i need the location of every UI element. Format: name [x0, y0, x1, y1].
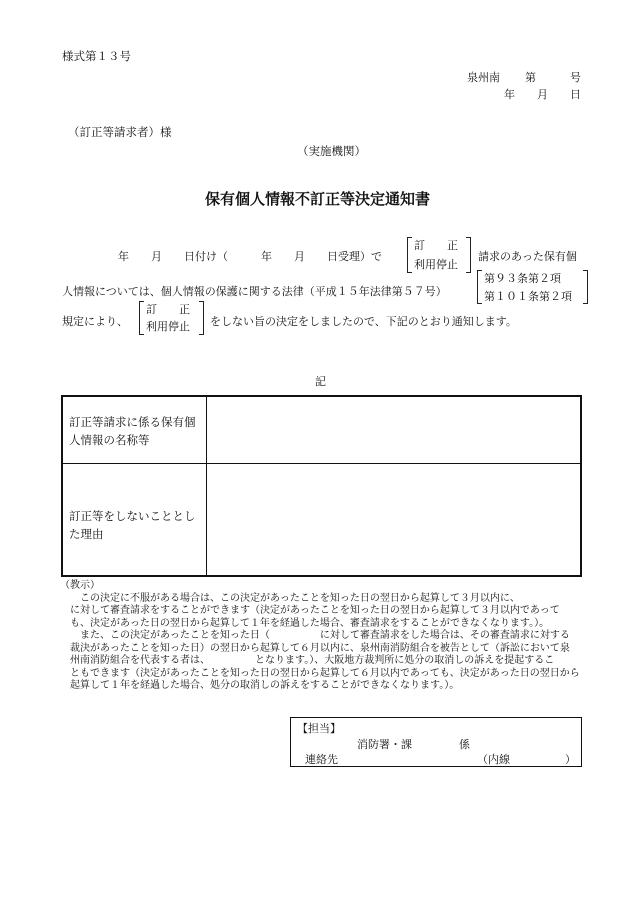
contact-kakari: 係 — [459, 738, 470, 751]
contact-naisen: （内線 ） — [477, 753, 576, 766]
date-nen: 年 — [504, 88, 515, 101]
table-divider-horizontal — [63, 463, 580, 464]
article-option-93: 第９３条第２項 — [484, 272, 561, 285]
notice-line: 起算して１年を経過した場合、処分の取消しの訴えをすることができなくなります。）。 — [70, 680, 460, 691]
issuer: （実施機関） — [297, 144, 366, 158]
date-nichi: 日 — [570, 88, 581, 101]
notice-line: この決定に不服がある場合は、この決定があったことを知った日の翌日から起算して３月以内に、 — [80, 592, 520, 604]
option-riyouteishi-2: 利用停止 — [146, 320, 190, 333]
notice-line: ともできます（決定があったことを知った日の翌日から起算して６月以内であっても、決定があった日の翌日から — [70, 667, 580, 679]
notice-line: また、この決定があったことを知った日（ に対して審査請求をした場合は、その審査請求に対する — [80, 630, 570, 641]
table-divider-vertical — [206, 397, 207, 575]
notice-line: 裁決があったことを知った日）の翌日から起算して６月以内に、泉州南消防組合を被告として（訴訟において泉 — [70, 642, 570, 654]
notice-heading: （教示） — [60, 580, 100, 591]
doc-number-go: 号 — [570, 71, 581, 84]
body-line2: 人情報については、個人情報の保護に関する法律（平成１５年法律第５７号） — [62, 285, 447, 298]
option-teisei-1: 訂 正 — [414, 239, 458, 252]
doc-number-dai: 第 — [525, 71, 536, 84]
row1-label: 訂正等請求に係る保有個人情報の名称等 — [69, 415, 196, 447]
body-line3-start: 規定により、 — [62, 315, 128, 328]
body-line1-dates: 年 月 日付け（ 年 月 日受理）で — [118, 250, 382, 263]
bracket-left — [407, 237, 412, 273]
doc-number-prefix: 泉州南 — [467, 71, 500, 84]
bracket-right — [466, 237, 471, 273]
notice-line: 州南消防組合を代表する者は、 となります。）、大阪地方裁判所に処分の取消しの訴えを提起するこ — [70, 655, 555, 666]
contact-box — [290, 717, 582, 767]
bracket-right — [199, 301, 204, 335]
notice-line: に対して審査請求をすることができます（決定があったことを知った日の翌日から起算して３月以内であって — [70, 605, 560, 616]
ki-heading: 記 — [315, 375, 326, 388]
contact-renraku: 連絡先 — [305, 753, 338, 766]
option-riyouteishi-1: 利用停止 — [414, 258, 458, 271]
notice-line: も、決定があった日の翌日から起算して１年を経過した場合、審査請求をすることができなくなります。）。 — [70, 617, 550, 629]
contact-heading: 【担当】 — [297, 722, 341, 735]
addressee: （訂正等請求者）様 — [68, 125, 172, 139]
option-teisei-2: 訂 正 — [146, 303, 190, 316]
notice-section — [62, 580, 592, 693]
contact-dept: 消防署・課 — [357, 738, 412, 751]
form-number: 様式第１３号 — [62, 49, 131, 63]
date-gatsu: 月 — [537, 88, 548, 101]
bracket-right — [583, 270, 588, 304]
article-option-101: 第１０１条第２項 — [484, 290, 572, 303]
document-title: 保有個人情報不訂正等決定通知書 — [205, 190, 431, 208]
body-line1-end: 請求のあった保有個 — [478, 250, 577, 263]
bracket-left — [139, 301, 144, 335]
bracket-left — [477, 270, 482, 304]
body-line3-end: をしない旨の決定をしましたので、下記のとおり通知します。 — [210, 315, 517, 328]
row2-label: 訂正等をしないこととした理由 — [69, 509, 196, 541]
detail-table — [61, 395, 582, 577]
